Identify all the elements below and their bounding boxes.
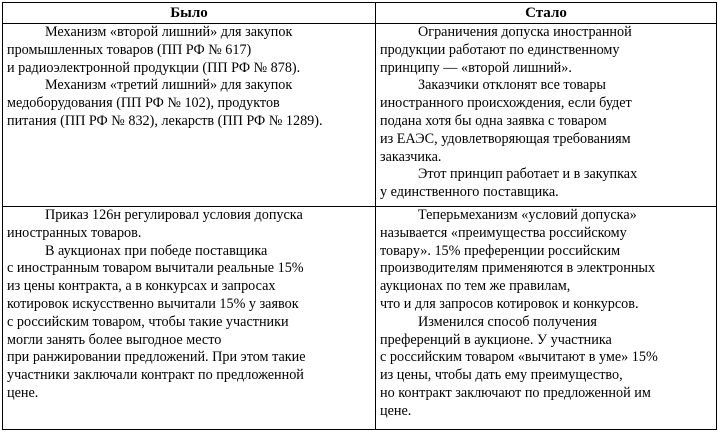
header-before: Было bbox=[3, 3, 376, 24]
table-row bbox=[3, 24, 717, 207]
text-line: с российским товаром «вычитают в уме» 15% bbox=[380, 349, 658, 366]
paragraph bbox=[380, 77, 710, 166]
cell-after bbox=[376, 24, 717, 207]
text-line: что и для запросов котировок и конкурсов. bbox=[380, 295, 639, 312]
paragraph bbox=[380, 166, 710, 202]
text-line: у единственного поставщика. bbox=[380, 184, 559, 201]
text-line: Теперьмеханизм «условий допуска» bbox=[418, 207, 637, 223]
text-line: промышленных товаров (ПП РФ № 617) bbox=[7, 41, 252, 58]
text-line: называется «преимущества российскому bbox=[380, 224, 627, 241]
text-line: питания (ПП РФ № 832), лекарств (ПП РФ № 1289). bbox=[7, 112, 323, 129]
cell-before bbox=[3, 207, 376, 430]
text-line: заказчика. bbox=[380, 148, 442, 165]
text-line: и радиоэлектронной продукции (ПП РФ № 878). bbox=[7, 59, 301, 76]
text-line: цене. bbox=[7, 384, 39, 401]
text-line: иностранного происхождения, если будет bbox=[380, 95, 632, 112]
table-header-row bbox=[3, 3, 717, 24]
text-line: подана хотя бы одна заявка с товаром bbox=[380, 112, 607, 129]
text-line: В аукционах при победе поставщика bbox=[45, 242, 268, 259]
text-line: аукционах по тем же правилам, bbox=[380, 278, 571, 295]
text-line: из ЕАЭС, удовлетворяющая требованиям bbox=[380, 130, 631, 147]
text-line: с российским товаром, чтобы такие участники bbox=[7, 313, 289, 330]
text-line: преференций в аукционе. У участника bbox=[380, 331, 612, 348]
text-line: Механизм «третий лишний» для закупок bbox=[45, 77, 293, 94]
text-line: продукции работают по единственному bbox=[380, 41, 620, 58]
text-line: принципу — «второй лишний». bbox=[380, 59, 572, 76]
cell-before bbox=[3, 24, 376, 207]
text-line: участники заключали контракт по предложенной bbox=[7, 367, 304, 384]
text-line: цене. bbox=[380, 402, 412, 419]
text-line: при ранжировании предложений. При этом такие bbox=[7, 349, 306, 366]
text-line: Заказчики отклонят все товары bbox=[418, 77, 606, 94]
paragraph bbox=[380, 207, 710, 314]
text-line: Изменился способ получения bbox=[418, 313, 597, 330]
text-line: могли занять более выгодное место bbox=[7, 331, 222, 348]
text-line: Приказ 126н регулировал условия допуска bbox=[45, 207, 303, 223]
paragraph bbox=[380, 314, 710, 421]
text-line: но контракт заключают по предложенной им bbox=[380, 384, 651, 401]
text-line: медоборудования (ПП РФ № 102), продуктов bbox=[7, 95, 280, 112]
paragraph bbox=[7, 207, 369, 243]
text-line: Механизм «второй лишний» для закупок bbox=[45, 24, 293, 40]
text-line: производителям применяются в электронных bbox=[380, 260, 656, 277]
paragraph bbox=[7, 77, 369, 130]
text-line: Этот принцип работает и в закупках bbox=[418, 166, 638, 183]
text-line: из цены контракта, а в конкурсах и запросах bbox=[7, 278, 276, 295]
paragraph bbox=[7, 243, 369, 403]
text-line: из цены, чтобы дать ему преимущество, bbox=[380, 367, 623, 384]
paragraph bbox=[380, 24, 710, 77]
table-row bbox=[3, 207, 717, 430]
text-line: иностранных товаров. bbox=[7, 224, 142, 241]
comparison-table bbox=[2, 2, 717, 430]
paragraph bbox=[7, 24, 369, 77]
text-line: Ограничения допуска иностранной bbox=[418, 24, 632, 40]
text-line: товару». 15% преференции российским bbox=[380, 242, 621, 259]
text-line: котировок искусственно вычитали 15% у заявок bbox=[7, 295, 299, 312]
header-after: Стало bbox=[376, 3, 717, 24]
cell-after bbox=[376, 207, 717, 430]
text-line: с иностранным товаром вычитали реальные 15% bbox=[7, 260, 304, 277]
